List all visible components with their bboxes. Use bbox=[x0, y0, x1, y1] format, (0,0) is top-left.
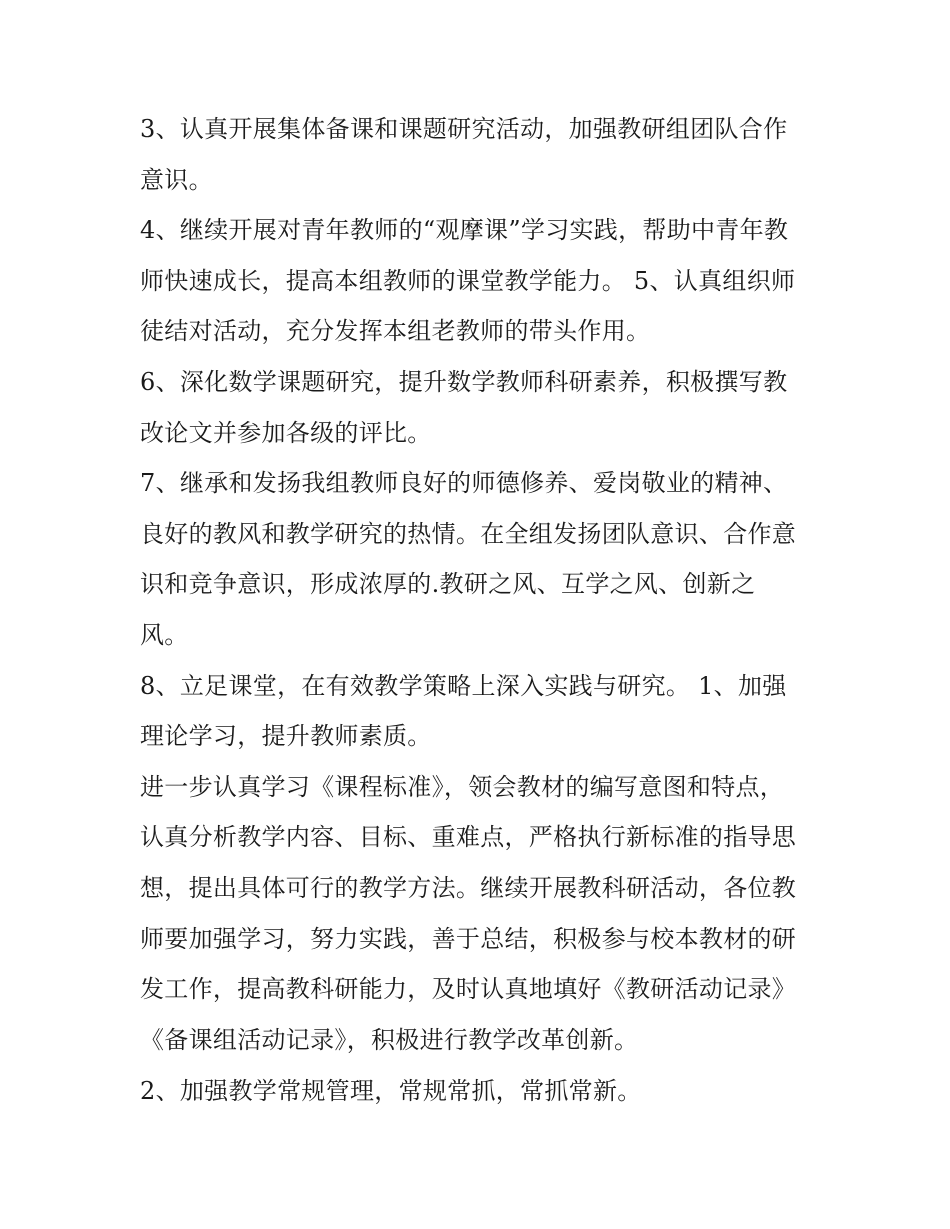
text-line: 意识。 bbox=[140, 166, 213, 194]
text-line: 4、继续开展对青年教师的“观摩课”学习实践，帮助中青年教 bbox=[140, 216, 789, 244]
text-line: 《备课组活动记录》，积极进行教学改革创新。 bbox=[140, 1026, 639, 1054]
text-line: 理论学习，提升教师素质。 bbox=[140, 722, 432, 750]
text-line: 风。 bbox=[140, 621, 189, 649]
text-line: 6、深化数学课题研究，提升数学教师科研素养，积极撰写教 bbox=[140, 368, 788, 396]
text-line: 认真分析教学内容、目标、重难点，严格执行新标准的指导思 bbox=[140, 823, 797, 851]
text-line: 良好的教风和教学研究的热情。在全组发扬团队意识、合作意 bbox=[140, 520, 797, 548]
text-line: 想，提出具体可行的教学方法。继续开展教科研活动，各位教 bbox=[140, 874, 797, 902]
text-line: 师要加强学习，努力实践，善于总结，积极参与校本教材的研 bbox=[140, 925, 797, 953]
text-line: 进一步认真学习《课程标准》，领会教材的编写意图和特点， bbox=[140, 773, 785, 801]
text-line: 2、加强教学常规管理，常规常抓，常抓常新。 bbox=[140, 1077, 642, 1105]
text-line: 3、认真开展集体备课和课题研究活动，加强教研组团队合作 bbox=[140, 115, 788, 143]
text-line: 发工作，提高教科研能力，及时认真地填好《教研活动记录》 bbox=[140, 975, 797, 1003]
text-line: 改论文并参加各级的评比。 bbox=[140, 419, 432, 447]
text-line: 师快速成长，提高本组教师的课堂教学能力。 5、认真组织师 bbox=[140, 267, 796, 295]
text-line: 7、继承和发扬我组教师良好的师德修养、爱岗敬业的精神、 bbox=[140, 469, 788, 497]
text-line: 8、立足课堂，在有效教学策略上深入实践与研究。 1、加强 bbox=[140, 672, 787, 700]
text-line: 徒结对活动，充分发挥本组老教师的带头作用。 bbox=[140, 317, 651, 345]
text-line: 识和竞争意识，形成浓厚的.教研之风、互学之风、创新之 bbox=[140, 570, 756, 598]
